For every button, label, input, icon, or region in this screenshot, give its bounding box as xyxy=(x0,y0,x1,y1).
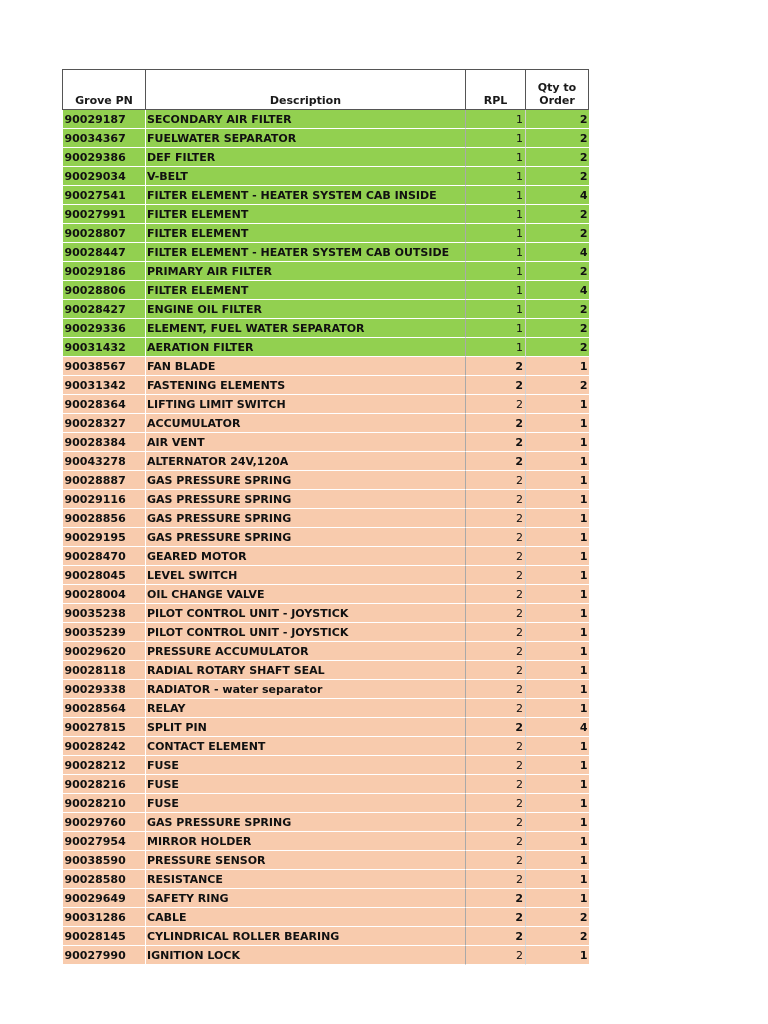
cell-rpl: 2 xyxy=(466,490,526,509)
cell-description: PRESSURE SENSOR xyxy=(146,851,466,870)
table-row xyxy=(63,167,589,186)
cell-description: FAN BLADE xyxy=(146,357,466,376)
cell-rpl: 1 xyxy=(466,148,526,167)
cell-rpl: 2 xyxy=(466,471,526,490)
cell-qty-to-order: 2 xyxy=(526,376,589,395)
table-row xyxy=(63,186,589,205)
table-row xyxy=(63,870,589,889)
cell-qty-to-order: 1 xyxy=(526,642,589,661)
cell-description: GAS PRESSURE SPRING xyxy=(146,490,466,509)
cell-grove-pn: 90028242 xyxy=(63,737,146,756)
cell-description: GEARED MOTOR xyxy=(146,547,466,566)
cell-qty-to-order: 1 xyxy=(526,471,589,490)
cell-description: ALTERNATOR 24V,120A xyxy=(146,452,466,471)
cell-rpl: 2 xyxy=(466,566,526,585)
cell-qty-to-order: 1 xyxy=(526,680,589,699)
cell-rpl: 2 xyxy=(466,452,526,471)
cell-qty-to-order: 1 xyxy=(526,490,589,509)
cell-rpl: 2 xyxy=(466,357,526,376)
cell-description: FILTER ELEMENT - HEATER SYSTEM CAB OUTSIDE xyxy=(146,243,466,262)
cell-rpl: 1 xyxy=(466,205,526,224)
cell-qty-to-order: 1 xyxy=(526,395,589,414)
cell-grove-pn: 90029338 xyxy=(63,680,146,699)
cell-rpl: 2 xyxy=(466,623,526,642)
cell-grove-pn: 90028216 xyxy=(63,775,146,794)
cell-grove-pn: 90029620 xyxy=(63,642,146,661)
cell-description: PRIMARY AIR FILTER xyxy=(146,262,466,281)
cell-rpl: 1 xyxy=(466,129,526,148)
cell-grove-pn: 90028384 xyxy=(63,433,146,452)
table-row xyxy=(63,357,589,376)
cell-rpl: 2 xyxy=(466,775,526,794)
cell-qty-to-order: 1 xyxy=(526,775,589,794)
cell-description: RELAY xyxy=(146,699,466,718)
cell-grove-pn: 90029386 xyxy=(63,148,146,167)
cell-description: PILOT CONTROL UNIT - JOYSTICK xyxy=(146,604,466,623)
cell-qty-to-order: 1 xyxy=(526,832,589,851)
cell-description: ACCUMULATOR xyxy=(146,414,466,433)
table-row xyxy=(63,129,589,148)
cell-grove-pn: 90028327 xyxy=(63,414,146,433)
cell-rpl: 2 xyxy=(466,851,526,870)
cell-description: LEVEL SWITCH xyxy=(146,566,466,585)
cell-grove-pn: 90031342 xyxy=(63,376,146,395)
cell-grove-pn: 90029195 xyxy=(63,528,146,547)
cell-description: RESISTANCE xyxy=(146,870,466,889)
cell-rpl: 2 xyxy=(466,737,526,756)
cell-rpl: 2 xyxy=(466,794,526,813)
cell-description: V-BELT xyxy=(146,167,466,186)
cell-rpl: 1 xyxy=(466,167,526,186)
cell-rpl: 1 xyxy=(466,319,526,338)
cell-rpl: 2 xyxy=(466,832,526,851)
table-row xyxy=(63,946,589,965)
cell-description: LIFTING LIMIT SWITCH xyxy=(146,395,466,414)
cell-description: RADIAL ROTARY SHAFT SEAL xyxy=(146,661,466,680)
table-row xyxy=(63,680,589,699)
cell-rpl: 2 xyxy=(466,813,526,832)
cell-rpl: 2 xyxy=(466,889,526,908)
cell-grove-pn: 90029760 xyxy=(63,813,146,832)
cell-grove-pn: 90034367 xyxy=(63,129,146,148)
table-row xyxy=(63,623,589,642)
cell-description: CONTACT ELEMENT xyxy=(146,737,466,756)
cell-rpl: 1 xyxy=(466,338,526,357)
header-qty-to-order: Qty to Order xyxy=(526,70,589,110)
cell-qty-to-order: 1 xyxy=(526,851,589,870)
cell-description: FUSE xyxy=(146,775,466,794)
cell-description: FILTER ELEMENT xyxy=(146,281,466,300)
cell-rpl: 2 xyxy=(466,433,526,452)
cell-grove-pn: 90035238 xyxy=(63,604,146,623)
cell-qty-to-order: 1 xyxy=(526,870,589,889)
table-row xyxy=(63,718,589,737)
table-row xyxy=(63,338,589,357)
cell-qty-to-order: 1 xyxy=(526,433,589,452)
cell-grove-pn: 90029186 xyxy=(63,262,146,281)
table-row xyxy=(63,775,589,794)
table-row xyxy=(63,661,589,680)
table-row xyxy=(63,205,589,224)
table-row xyxy=(63,699,589,718)
cell-description: FILTER ELEMENT - HEATER SYSTEM CAB INSIDE xyxy=(146,186,466,205)
cell-qty-to-order: 1 xyxy=(526,509,589,528)
cell-rpl: 1 xyxy=(466,243,526,262)
cell-grove-pn: 90031432 xyxy=(63,338,146,357)
cell-grove-pn: 90038590 xyxy=(63,851,146,870)
cell-grove-pn: 90043278 xyxy=(63,452,146,471)
cell-qty-to-order: 1 xyxy=(526,699,589,718)
table-row xyxy=(63,224,589,243)
cell-grove-pn: 90035239 xyxy=(63,623,146,642)
cell-rpl: 2 xyxy=(466,414,526,433)
cell-rpl: 2 xyxy=(466,395,526,414)
cell-description: GAS PRESSURE SPRING xyxy=(146,813,466,832)
table-row xyxy=(63,642,589,661)
table-row xyxy=(63,490,589,509)
cell-qty-to-order: 1 xyxy=(526,547,589,566)
cell-qty-to-order: 1 xyxy=(526,756,589,775)
cell-grove-pn: 90038567 xyxy=(63,357,146,376)
cell-qty-to-order: 1 xyxy=(526,889,589,908)
table-row xyxy=(63,547,589,566)
cell-description: GAS PRESSURE SPRING xyxy=(146,509,466,528)
cell-rpl: 2 xyxy=(466,699,526,718)
header-description: Description xyxy=(146,70,466,110)
cell-rpl: 2 xyxy=(466,680,526,699)
cell-grove-pn: 90028856 xyxy=(63,509,146,528)
cell-description: PRESSURE ACCUMULATOR xyxy=(146,642,466,661)
cell-rpl: 2 xyxy=(466,509,526,528)
cell-description: FASTENING ELEMENTS xyxy=(146,376,466,395)
cell-grove-pn: 90029034 xyxy=(63,167,146,186)
cell-qty-to-order: 2 xyxy=(526,110,589,129)
cell-grove-pn: 90029336 xyxy=(63,319,146,338)
table-row xyxy=(63,756,589,775)
cell-description: SPLIT PIN xyxy=(146,718,466,737)
table-row xyxy=(63,148,589,167)
cell-description: MIRROR HOLDER xyxy=(146,832,466,851)
cell-description: FILTER ELEMENT xyxy=(146,205,466,224)
cell-qty-to-order: 2 xyxy=(526,908,589,927)
parts-table xyxy=(62,69,589,965)
cell-grove-pn: 90027541 xyxy=(63,186,146,205)
cell-grove-pn: 90028887 xyxy=(63,471,146,490)
table-row xyxy=(63,509,589,528)
cell-description: FILTER ELEMENT xyxy=(146,224,466,243)
cell-rpl: 2 xyxy=(466,547,526,566)
cell-rpl: 2 xyxy=(466,870,526,889)
cell-grove-pn: 90028470 xyxy=(63,547,146,566)
table-row xyxy=(63,737,589,756)
cell-qty-to-order: 1 xyxy=(526,623,589,642)
cell-rpl: 2 xyxy=(466,376,526,395)
cell-rpl: 2 xyxy=(466,946,526,965)
cell-rpl: 2 xyxy=(466,604,526,623)
cell-grove-pn: 90028447 xyxy=(63,243,146,262)
table-row xyxy=(63,281,589,300)
header-row xyxy=(63,70,589,110)
header-grove-pn: Grove PN xyxy=(63,70,146,110)
cell-description: FUSE xyxy=(146,794,466,813)
cell-description: ENGINE OIL FILTER xyxy=(146,300,466,319)
cell-grove-pn: 90028210 xyxy=(63,794,146,813)
table-row xyxy=(63,452,589,471)
cell-rpl: 1 xyxy=(466,224,526,243)
table-row xyxy=(63,319,589,338)
cell-rpl: 2 xyxy=(466,661,526,680)
table-row xyxy=(63,528,589,547)
cell-grove-pn: 90028427 xyxy=(63,300,146,319)
cell-qty-to-order: 2 xyxy=(526,205,589,224)
cell-grove-pn: 90028580 xyxy=(63,870,146,889)
table-row xyxy=(63,851,589,870)
cell-description: AIR VENT xyxy=(146,433,466,452)
cell-qty-to-order: 1 xyxy=(526,528,589,547)
cell-qty-to-order: 1 xyxy=(526,357,589,376)
cell-grove-pn: 90028364 xyxy=(63,395,146,414)
table-row xyxy=(63,376,589,395)
cell-qty-to-order: 1 xyxy=(526,946,589,965)
table-row xyxy=(63,889,589,908)
cell-qty-to-order: 2 xyxy=(526,927,589,946)
cell-description: RADIATOR - water separator xyxy=(146,680,466,699)
cell-grove-pn: 90029116 xyxy=(63,490,146,509)
table-row xyxy=(63,908,589,927)
cell-grove-pn: 90028564 xyxy=(63,699,146,718)
cell-rpl: 1 xyxy=(466,186,526,205)
table-row xyxy=(63,433,589,452)
table-row xyxy=(63,794,589,813)
cell-qty-to-order: 1 xyxy=(526,661,589,680)
cell-description: SECONDARY AIR FILTER xyxy=(146,110,466,129)
cell-qty-to-order: 4 xyxy=(526,718,589,737)
table-row xyxy=(63,566,589,585)
cell-description: FUSE xyxy=(146,756,466,775)
cell-rpl: 2 xyxy=(466,927,526,946)
cell-grove-pn: 90027990 xyxy=(63,946,146,965)
cell-qty-to-order: 1 xyxy=(526,414,589,433)
cell-grove-pn: 90028806 xyxy=(63,281,146,300)
table-row xyxy=(63,813,589,832)
cell-rpl: 2 xyxy=(466,718,526,737)
cell-qty-to-order: 2 xyxy=(526,319,589,338)
cell-rpl: 2 xyxy=(466,908,526,927)
cell-rpl: 2 xyxy=(466,585,526,604)
table-row xyxy=(63,604,589,623)
cell-grove-pn: 90028145 xyxy=(63,927,146,946)
cell-grove-pn: 90031286 xyxy=(63,908,146,927)
cell-grove-pn: 90029649 xyxy=(63,889,146,908)
table-row xyxy=(63,395,589,414)
cell-description: FUELWATER SEPARATOR xyxy=(146,129,466,148)
cell-qty-to-order: 1 xyxy=(526,794,589,813)
cell-qty-to-order: 1 xyxy=(526,813,589,832)
cell-qty-to-order: 1 xyxy=(526,737,589,756)
cell-description: GAS PRESSURE SPRING xyxy=(146,528,466,547)
cell-qty-to-order: 2 xyxy=(526,148,589,167)
table-header xyxy=(63,70,589,110)
cell-description: CABLE xyxy=(146,908,466,927)
table-row xyxy=(63,414,589,433)
parts-table-sheet xyxy=(62,69,588,965)
cell-qty-to-order: 1 xyxy=(526,604,589,623)
cell-qty-to-order: 4 xyxy=(526,186,589,205)
table-row xyxy=(63,300,589,319)
cell-grove-pn: 90028807 xyxy=(63,224,146,243)
cell-qty-to-order: 1 xyxy=(526,585,589,604)
cell-grove-pn: 90029187 xyxy=(63,110,146,129)
cell-qty-to-order: 1 xyxy=(526,566,589,585)
cell-rpl: 2 xyxy=(466,756,526,775)
header-rpl: RPL xyxy=(466,70,526,110)
table-row xyxy=(63,243,589,262)
table-row xyxy=(63,262,589,281)
cell-qty-to-order: 2 xyxy=(526,129,589,148)
table-row xyxy=(63,832,589,851)
cell-qty-to-order: 2 xyxy=(526,262,589,281)
cell-grove-pn: 90028045 xyxy=(63,566,146,585)
cell-rpl: 1 xyxy=(466,262,526,281)
cell-description: CYLINDRICAL ROLLER BEARING xyxy=(146,927,466,946)
cell-description: SAFETY RING xyxy=(146,889,466,908)
cell-rpl: 1 xyxy=(466,281,526,300)
cell-qty-to-order: 1 xyxy=(526,452,589,471)
cell-grove-pn: 90028118 xyxy=(63,661,146,680)
cell-grove-pn: 90028004 xyxy=(63,585,146,604)
cell-description: DEF FILTER xyxy=(146,148,466,167)
cell-grove-pn: 90027954 xyxy=(63,832,146,851)
cell-qty-to-order: 2 xyxy=(526,338,589,357)
cell-rpl: 2 xyxy=(466,642,526,661)
cell-description: ELEMENT, FUEL WATER SEPARATOR xyxy=(146,319,466,338)
table-body xyxy=(63,110,589,965)
cell-rpl: 1 xyxy=(466,300,526,319)
cell-qty-to-order: 4 xyxy=(526,281,589,300)
cell-grove-pn: 90027991 xyxy=(63,205,146,224)
table-row xyxy=(63,471,589,490)
cell-rpl: 1 xyxy=(466,110,526,129)
cell-rpl: 2 xyxy=(466,528,526,547)
cell-description: IGNITION LOCK xyxy=(146,946,466,965)
cell-qty-to-order: 2 xyxy=(526,167,589,186)
cell-description: OIL CHANGE VALVE xyxy=(146,585,466,604)
cell-qty-to-order: 2 xyxy=(526,300,589,319)
table-row xyxy=(63,110,589,129)
table-row xyxy=(63,927,589,946)
cell-description: PILOT CONTROL UNIT - JOYSTICK xyxy=(146,623,466,642)
cell-qty-to-order: 2 xyxy=(526,224,589,243)
cell-grove-pn: 90027815 xyxy=(63,718,146,737)
table-row xyxy=(63,585,589,604)
cell-description: GAS PRESSURE SPRING xyxy=(146,471,466,490)
cell-grove-pn: 90028212 xyxy=(63,756,146,775)
cell-qty-to-order: 4 xyxy=(526,243,589,262)
cell-description: AERATION FILTER xyxy=(146,338,466,357)
